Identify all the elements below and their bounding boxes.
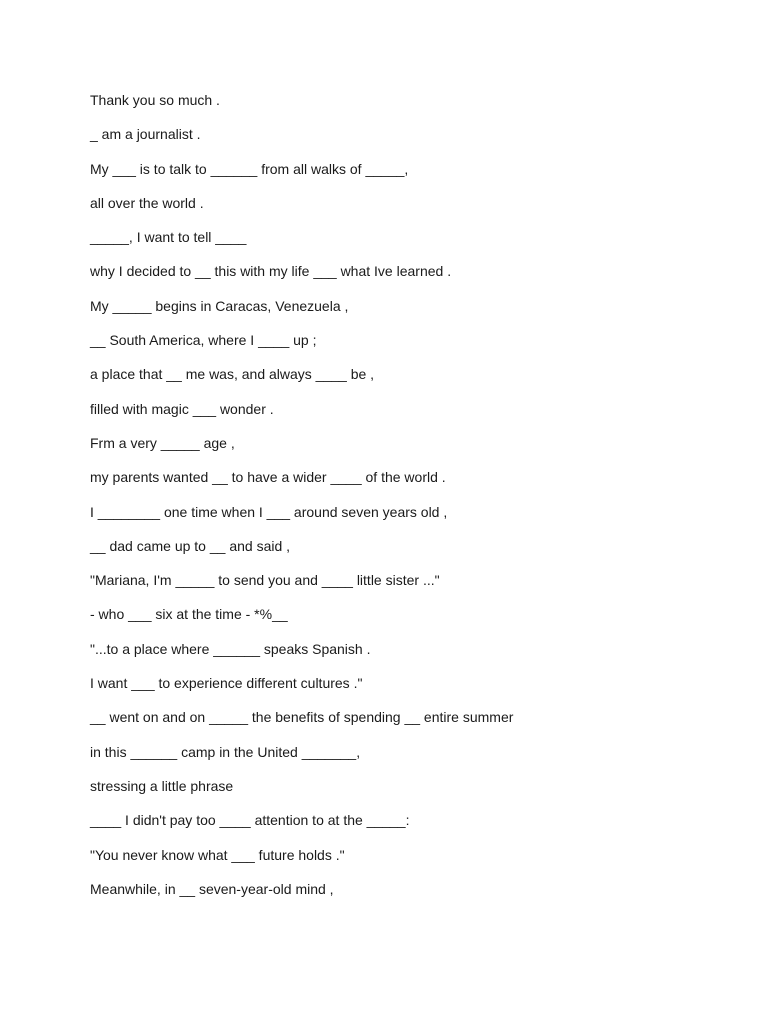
text-line: My ___ is to talk to ______ from all walks of _____, [90, 160, 409, 177]
text-line: __ dad came up to __ and said , [90, 537, 291, 554]
text-line: _____, I want to tell ____ [90, 229, 247, 246]
text-line: _ am a journalist . [90, 126, 201, 143]
text-line: Frm a very _____ age , [90, 434, 235, 451]
text-line: stressing a little phrase [90, 777, 234, 794]
text-line: in this ______ camp in the United _______, [90, 743, 361, 760]
text-line: all over the world . [90, 194, 204, 211]
text-line: My _____ begins in Caracas, Venezuela , [90, 297, 349, 314]
text-line: "You never know what ___ future holds ." [90, 846, 345, 863]
text-line: I ________ one time when I ___ around seven years old , [90, 503, 448, 520]
text-line: __ went on and on _____ the benefits of spending __ entire summer [90, 709, 514, 726]
text-line: Meanwhile, in __ seven-year-old mind , [90, 880, 334, 897]
text-line: ____ I didn't pay too ____ attention to at the _____: [90, 812, 410, 829]
text-line: why I decided to __ this with my life ___ what Ive learned . [90, 263, 452, 280]
text-line: "...to a place where ______ speaks Spanish . [90, 640, 371, 657]
text-line: Thank you so much . [90, 92, 220, 108]
text-line: I want ___ to experience different cultures ." [90, 675, 363, 692]
text-line: "Mariana, I'm _____ to send you and ____ little sister ..." [90, 572, 440, 589]
text-line: a place that __ me was, and always ____ be , [90, 366, 375, 383]
text-line: filled with magic ___ wonder . [90, 400, 274, 417]
text-line: - who ___ six at the time - *%__ [90, 606, 288, 623]
text-line: __ South America, where I ____ up ; [90, 332, 317, 349]
text-line: my parents wanted __ to have a wider ____ of the world . [90, 469, 446, 486]
transcript-lines [90, 92, 730, 915]
